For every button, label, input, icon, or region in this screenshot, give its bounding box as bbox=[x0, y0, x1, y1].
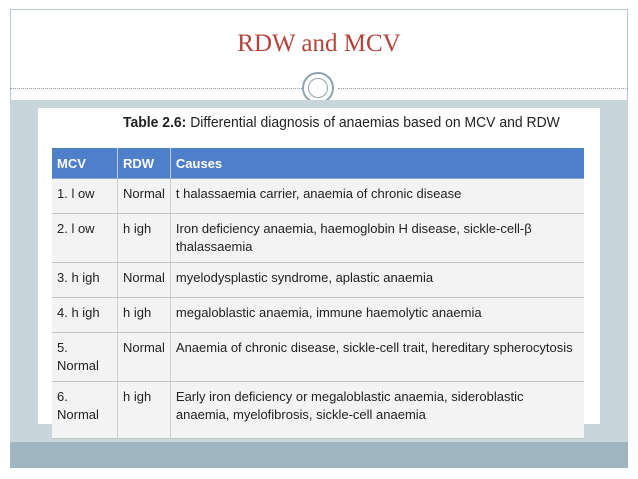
cell-mcv: 6. Normal bbox=[52, 382, 118, 439]
cell-rdw: Normal bbox=[118, 263, 171, 298]
cell-rdw: Normal bbox=[118, 333, 171, 382]
cell-mcv: 4. h igh bbox=[52, 298, 118, 333]
cell-causes: t halassaemia carrier, anaemia of chronic disease bbox=[170, 179, 584, 214]
diagnosis-table bbox=[52, 148, 584, 439]
table-row bbox=[52, 214, 584, 263]
cell-mcv: 2. l ow bbox=[52, 214, 118, 263]
cell-causes: Anaemia of chronic disease, sickle-cell trait, hereditary spherocytosis bbox=[170, 333, 584, 382]
divider-line-left bbox=[10, 88, 302, 89]
cell-mcv: 1. l ow bbox=[52, 179, 118, 214]
table-image bbox=[38, 108, 600, 424]
slide-title: RDW and MCV bbox=[237, 30, 401, 57]
table-caption-label: Table 2.6: bbox=[123, 114, 187, 131]
table-row bbox=[52, 382, 584, 439]
cell-causes: megaloblastic anaemia, immune haemolytic anaemia bbox=[170, 298, 584, 333]
table-row bbox=[52, 333, 584, 382]
header-causes: Causes bbox=[170, 148, 584, 179]
bottom-band bbox=[10, 442, 628, 468]
table-row bbox=[52, 298, 584, 333]
cell-causes: Iron deficiency anaemia, haemoglobin H disease, sickle-cell-β thalassaemia bbox=[170, 214, 584, 263]
cell-causes: Early iron deficiency or megaloblastic anaemia, sideroblastic anaemia, myelofibrosis, sickle-cell anaemia bbox=[170, 382, 584, 439]
table-row bbox=[52, 263, 584, 298]
cell-rdw: h igh bbox=[118, 214, 171, 263]
cell-rdw: h igh bbox=[118, 382, 171, 439]
cell-rdw: h igh bbox=[118, 298, 171, 333]
header-rdw: RDW bbox=[118, 148, 171, 179]
cell-rdw: Normal bbox=[118, 179, 171, 214]
table-header-row bbox=[52, 148, 584, 179]
table-caption-text: Differential diagnosis of anaemias based on MCV and RDW bbox=[186, 114, 560, 131]
header-mcv: MCV bbox=[52, 148, 118, 179]
table-caption bbox=[123, 114, 560, 131]
cell-mcv: 3. h igh bbox=[52, 263, 118, 298]
divider-line-right bbox=[338, 88, 628, 89]
table-row bbox=[52, 179, 584, 214]
cell-causes: myelodysplastic syndrome, aplastic anaemia bbox=[170, 263, 584, 298]
cell-mcv: 5. Normal bbox=[52, 333, 118, 382]
